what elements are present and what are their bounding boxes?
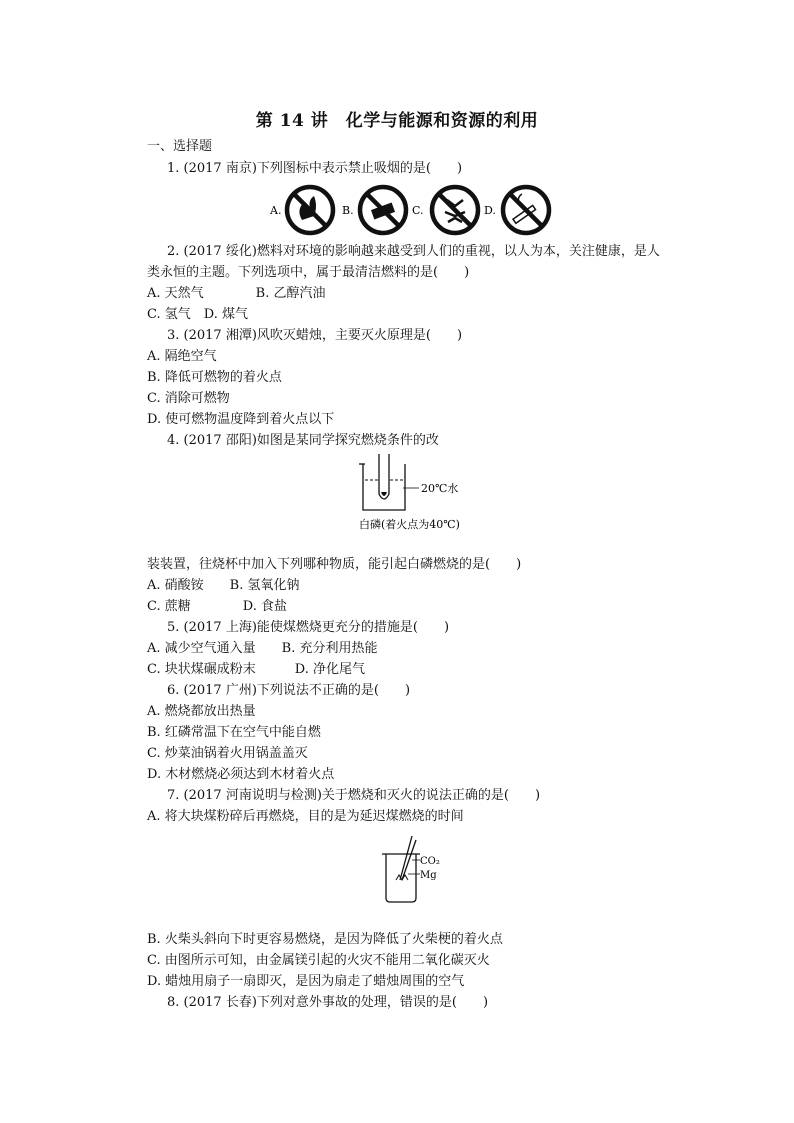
question-5-option-ab: A. 减少空气通入量 B. 充分利用热能 xyxy=(147,641,378,656)
question-7-option-a: A. 将大块煤粉碎后再燃烧，目的是为延迟煤燃烧的时间 xyxy=(147,809,464,824)
question-2-option-ab: A. 天然气 B. 乙醇汽油 xyxy=(147,286,326,301)
svg-text:D.: D. xyxy=(484,204,496,217)
phosphorus-caption: 白磷(着火点为40℃) xyxy=(359,518,460,531)
question-2-option-cd: C. 氢气 D. 煤气 xyxy=(147,307,248,322)
question-3: 3. (2017 湘潭)风吹灭蜡烛，主要灭火原理是( ) xyxy=(167,328,463,343)
question-4-option-ab: A. 硝酸铵 B. 氢氧化钠 xyxy=(147,578,300,593)
question-3-option-d: D. 使可燃物温度降到着火点以下 xyxy=(147,412,335,427)
beaker-apparatus-figure xyxy=(355,450,485,540)
co2-label: CO₂ xyxy=(420,856,440,867)
section-heading: 一、选择题 xyxy=(147,139,213,154)
question-8: 8. (2017 长春)下列对意外事故的处理，错误的是( ) xyxy=(167,995,489,1010)
sign-option-d xyxy=(484,187,549,233)
no-smoking-sign-options xyxy=(262,182,560,238)
question-6-option-d: D. 木材燃烧必须达到木材着火点 xyxy=(147,767,335,782)
question-6-option-a: A. 燃烧都放出热量 xyxy=(147,704,256,719)
question-7: 7. (2017 河南说明与检测)关于燃烧和灭火的说法正确的是( ) xyxy=(167,788,541,803)
svg-text:C.: C. xyxy=(412,204,424,217)
question-1: 1. (2017 南京)下列图标中表示禁止吸烟的是( ) xyxy=(167,161,463,176)
sign-option-c xyxy=(412,187,478,233)
question-3-option-a: A. 隔绝空气 xyxy=(147,349,217,364)
question-7-option-d: D. 蜡烛用扇子一扇即灭，是因为扇走了蜡烛周围的空气 xyxy=(147,974,465,989)
water-label: 20℃水 xyxy=(421,482,459,495)
flame-icon xyxy=(396,875,408,880)
sign-option-b xyxy=(342,187,406,233)
question-4-option-cd: C. 蔗糖 D. 食盐 xyxy=(147,599,287,614)
magnesium-co2-figure xyxy=(378,830,458,905)
question-5: 5. (2017 上海)能使煤燃烧更充分的措施是( ) xyxy=(167,620,450,635)
question-5-option-cd: C. 块状煤碾成粉末 D. 净化尾气 xyxy=(147,662,365,677)
svg-text:B.: B. xyxy=(342,204,354,217)
question-2-cont: 类永恒的主题。下列选项中，属于最清洁燃料的是( ) xyxy=(147,265,470,280)
question-3-option-c: C. 消除可燃物 xyxy=(147,391,230,406)
question-6-option-b: B. 红磷常温下在空气中能自燃 xyxy=(147,725,321,740)
svg-text:A.: A. xyxy=(270,204,282,217)
question-7-option-c: C. 由图所示可知，由金属镁引起的火灾不能用二氧化碳灭火 xyxy=(147,953,490,968)
question-4: 4. (2017 邵阳)如图是某同学探究燃烧条件的改 xyxy=(167,433,439,448)
question-2: 2. (2017 绥化)燃料对环境的影响越来越受到人们的重视，以人为本，关注健康，是人 xyxy=(167,244,660,259)
page-title: 第 14 讲 化学与能源和资源的利用 xyxy=(255,111,539,131)
mg-label: Mg xyxy=(420,870,437,881)
question-3-option-b: B. 降低可燃物的着火点 xyxy=(147,370,282,385)
sign-option-a xyxy=(269,187,333,233)
question-6: 6. (2017 广州)下列说法不正确的是( ) xyxy=(167,683,411,698)
question-4-cont: 装装置，往烧杯中加入下列哪种物质，能引起白磷燃烧的是( ) xyxy=(147,557,522,572)
question-7-option-b: B. 火柴头斜向下时更容易燃烧，是因为降低了火柴梗的着火点 xyxy=(147,932,503,947)
question-6-option-c: C. 炒菜油锅着火用锅盖盖灭 xyxy=(147,746,308,761)
